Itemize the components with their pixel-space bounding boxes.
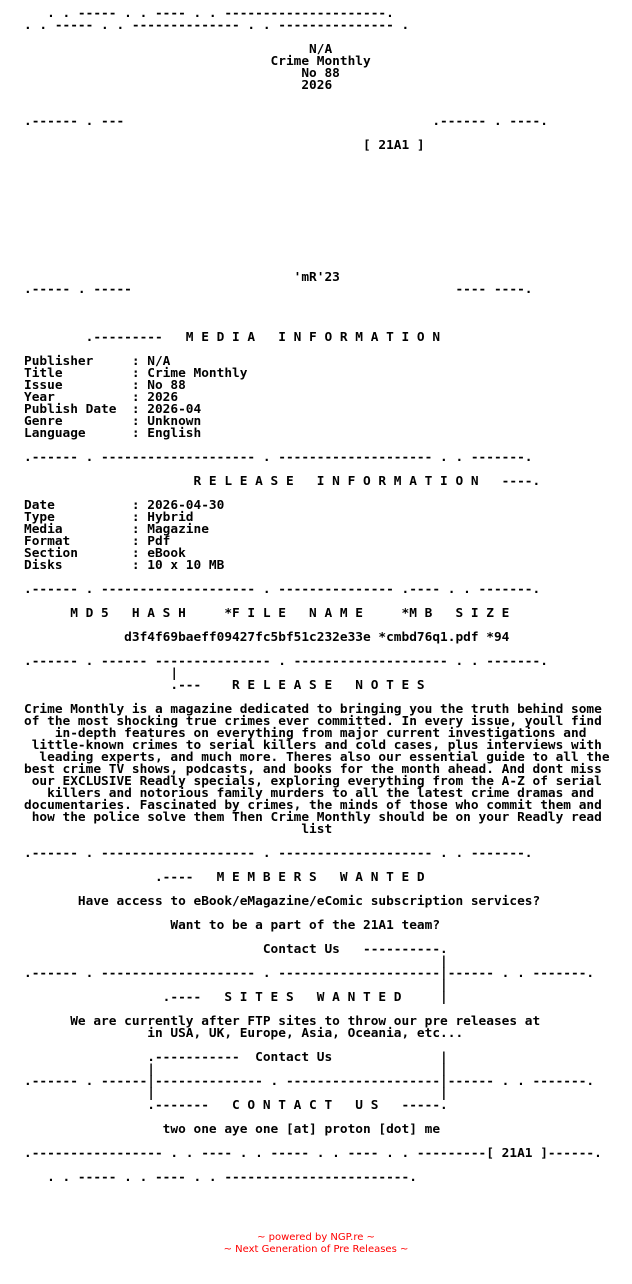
nfo-line: Section : eBook — [24, 546, 186, 561]
nfo-line: of the most shocking true crimes ever committed. In every issue, youll find — [24, 714, 602, 729]
nfo-line: in-depth features on everything from major current investigations and — [24, 726, 587, 741]
nfo-line: [ 21A1 ] — [24, 138, 425, 153]
nfo-line: Genre : Unknown — [24, 414, 202, 429]
nfo-line: 'mR'23 — [24, 270, 340, 285]
nfo-line: how the police solve them Then Crime Monthly should be on your Readly read — [24, 810, 602, 825]
nfo-line: .--- R E L E A S E N O T E S — [24, 678, 425, 693]
nfo-line: killers and notorious family murders to all the latest crime dramas and — [24, 786, 595, 801]
nfo-line: two one aye one [at] proton [dot] me — [24, 1122, 441, 1137]
nfo-line: N/A — [24, 42, 333, 57]
nfo-line: .----- . ----- ---- ----. — [24, 282, 533, 297]
nfo-line: .--------- M E D I A I N F O R M A T I O N — [24, 330, 441, 345]
nfo-line: M D 5 H A S H *F I L E N A M E *M B S I Z E — [24, 606, 510, 621]
nfo-line: . . ----- . . ---- . . ---------------------. — [24, 6, 394, 21]
nfo-line: Issue : No 88 — [24, 378, 186, 393]
nfo-line: Contact Us ----------. — [24, 942, 448, 957]
nfo-line: .------ . -------------------- . --------------- .---- . . -------. — [24, 582, 541, 597]
nfo-line: Media : Magazine — [24, 522, 209, 537]
nfo-line: No 88 — [24, 66, 340, 81]
nfo-line: Disks : 10 x 10 MB — [24, 558, 225, 573]
nfo-line: documentaries. Fascinated by crimes, the minds of those who commit them and — [24, 798, 602, 813]
nfo-line: Year : 2026 — [24, 390, 179, 405]
nfo-line: d3f4f69baeff09427fc5bf51c232e33e *cmbd76q1.pdf *94 — [24, 630, 510, 645]
powered-by-text: ~ powered by NGP.re ~ — [257, 1232, 375, 1243]
nfo-line: . . ----- . . ---- . . ------------------------. — [24, 1170, 417, 1185]
nfo-line: our EXCLUSIVE Readly specials, exploring everything from the A-Z of serial — [24, 774, 602, 789]
nfo-line: . . ----- . . -------------- . . --------------- . — [24, 18, 410, 33]
nfo-line: best crime TV shows, podcasts, and books for the month ahead. And dont miss — [24, 762, 602, 777]
nfo-line: Language : English — [24, 426, 202, 441]
nfo-line: Type : Hybrid — [24, 510, 194, 525]
nfo-line: R E L E A S E I N F O R M A T I O N ----. — [24, 474, 541, 489]
nfo-line: Title : Crime Monthly — [24, 366, 248, 381]
nfo-line: list — [24, 822, 333, 837]
nfo-line: .------ . -------------------- . -------------------- . . -------. — [24, 846, 533, 861]
nfo-line: | | — [24, 1086, 448, 1101]
nfo-line: Publisher : N/A — [24, 354, 171, 369]
nfo-line: leading experts, and much more. Theres also our essential guide to all the — [24, 750, 610, 765]
nfo-line: Date : 2026-04-30 — [24, 498, 225, 513]
nfo-line: .------ . --- .------ . ----. — [24, 114, 548, 129]
footer — [0, 1232, 632, 1256]
tagline-text: ~ Next Generation of Pre Releases ~ — [223, 1244, 409, 1255]
nfo-line: .----------------- . . ---- . . ----- . . ---- . . ---------[ 21A1 ]------. — [24, 1146, 602, 1161]
nfo-line: We are currently after FTP sites to throw our pre releases at — [24, 1014, 541, 1029]
nfo-line: .------ . -------------------- . -------------------- . . -------. — [24, 450, 533, 465]
nfo-line: 2026 — [24, 78, 333, 93]
nfo-line: little-known crimes to serial killers and cold cases, plus interviews with — [24, 738, 602, 753]
nfo-line: .---- M E M B E R S W A N T E D — [24, 870, 425, 885]
nfo-text-block — [24, 8, 610, 1184]
nfo-line: in USA, UK, Europe, Asia, Oceania, etc... — [24, 1026, 464, 1041]
nfo-line: | — [24, 954, 448, 969]
nfo-line: Crime Monthly is a magazine dedicated to bringing you the truth behind some — [24, 702, 602, 717]
nfo-line: .----------- Contact Us | — [24, 1050, 448, 1065]
nfo-line: .------ . -------------------- . ---------------------|------ . . -------. — [24, 966, 595, 981]
nfo-line: .---- S I T E S W A N T E D | — [24, 990, 448, 1005]
nfo-line: Have access to eBook/eMagazine/eComic subscription services? — [24, 894, 541, 909]
nfo-line: Publish Date : 2026-04 — [24, 402, 202, 417]
nfo-line: Want to be a part of the 21A1 team? — [24, 918, 441, 933]
nfo-line: Crime Monthly — [24, 54, 371, 69]
nfo-line: | — [24, 978, 448, 993]
nfo-line: .------ . ------ --------------- . -------------------- . . -------. — [24, 654, 548, 669]
nfo-line: | | — [24, 1062, 448, 1077]
nfo-line: Format : Pdf — [24, 534, 171, 549]
nfo-line: | — [24, 666, 179, 681]
nfo-line: .------ . ------|-------------- . --------------------|------ . . -------. — [24, 1074, 595, 1089]
nfo-line: .------- C O N T A C T U S -----. — [24, 1098, 448, 1113]
